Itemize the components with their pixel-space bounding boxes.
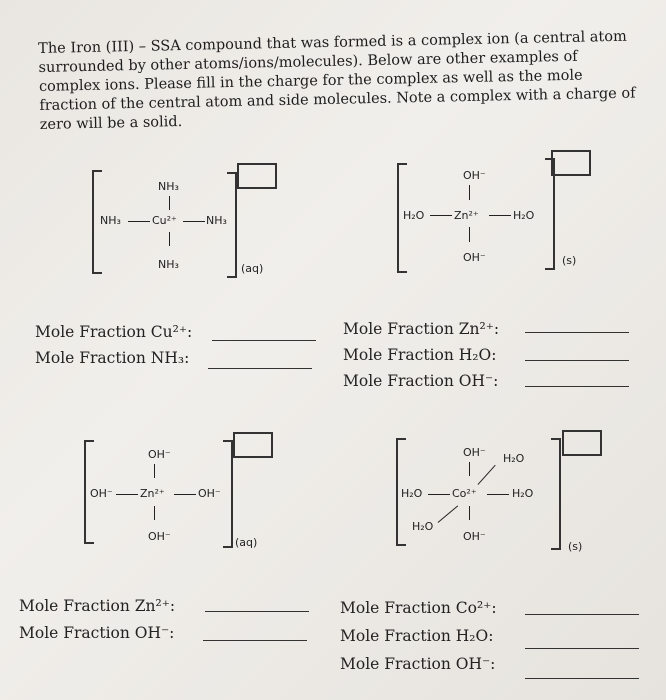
central-ion: Zn²⁺	[140, 487, 165, 500]
ligand-top: NH₃	[158, 180, 179, 193]
mole-fraction-label: Mole Fraction OH⁻:	[343, 372, 499, 390]
ligand-right: NH₃	[206, 214, 227, 227]
bond	[183, 221, 205, 222]
answer-line[interactable]	[525, 614, 639, 615]
bond	[154, 506, 155, 520]
bond	[489, 215, 511, 216]
bond	[487, 494, 509, 495]
central-ion: Zn²⁺	[454, 209, 479, 222]
answer-line[interactable]	[525, 648, 639, 649]
answer-line[interactable]	[525, 386, 629, 387]
bond	[469, 506, 470, 520]
answer-line[interactable]	[205, 611, 309, 612]
bond	[469, 227, 470, 242]
central-ion: Cu²⁺	[152, 214, 177, 227]
ligand-top-right: H₂O	[503, 452, 525, 465]
answer-line[interactable]	[208, 368, 312, 369]
state-label: (aq)	[235, 536, 258, 549]
charge-answer-box[interactable]	[551, 150, 591, 176]
charge-answer-box[interactable]	[562, 430, 602, 456]
ligand-top: OH⁻	[463, 446, 486, 459]
answer-line[interactable]	[212, 340, 316, 341]
ligand-bottom-left: H₂O	[412, 520, 434, 533]
ligand-right: OH⁻	[198, 487, 221, 500]
answer-line[interactable]	[525, 678, 639, 679]
bond	[169, 196, 170, 210]
bond	[128, 221, 150, 222]
ligand-top: OH⁻	[463, 169, 486, 182]
bond	[469, 185, 470, 200]
ligand-right: H₂O	[512, 487, 534, 500]
mole-fraction-label: Mole Fraction H₂O:	[340, 627, 494, 645]
state-label: (s)	[568, 540, 583, 553]
right-bracket	[551, 438, 561, 550]
mole-fraction-label: Mole Fraction H₂O:	[343, 346, 497, 364]
bond	[428, 494, 450, 495]
answer-line[interactable]	[525, 360, 629, 361]
right-bracket	[223, 440, 233, 548]
bond	[469, 462, 470, 476]
bond	[116, 494, 138, 495]
charge-answer-box[interactable]	[237, 163, 277, 189]
bond	[154, 464, 155, 478]
ligand-top: OH⁻	[148, 448, 171, 461]
bond	[478, 465, 496, 485]
mole-fraction-label: Mole Fraction Co²⁺:	[340, 599, 497, 617]
bond	[169, 232, 170, 246]
right-bracket	[227, 172, 237, 278]
mole-fraction-label: Mole Fraction OH⁻:	[19, 624, 175, 642]
ligand-bottom: OH⁻	[148, 530, 171, 543]
ligand-left: H₂O	[401, 487, 423, 500]
bond	[438, 505, 459, 523]
mole-fraction-label: Mole Fraction Zn²⁺:	[19, 597, 176, 615]
central-ion: Co²⁺	[452, 487, 477, 500]
ligand-bottom: OH⁻	[463, 251, 486, 264]
ligand-left: H₂O	[403, 209, 425, 222]
ligand-bottom: OH⁻	[463, 530, 486, 543]
instructions-paragraph: The Iron (III) – SSA compound that was formed is a complex ion (a central atom surrounded by other atoms/ions/molecules). Below are other examples of complex ions. Please fill in the charge for the complex as well as the mole fraction of the central atom and side molecules. Note a complex with a charge of zero will be a solid.	[38, 28, 636, 133]
mole-fraction-label: Mole Fraction Zn²⁺:	[343, 320, 500, 338]
state-label: (s)	[562, 254, 577, 267]
answer-line[interactable]	[203, 640, 307, 641]
state-label: (aq)	[241, 262, 264, 275]
ligand-left: NH₃	[100, 214, 121, 227]
bond	[430, 215, 452, 216]
mole-fraction-label: Mole Fraction NH₃:	[35, 349, 190, 367]
mole-fraction-label: Mole Fraction Cu²⁺:	[35, 323, 193, 341]
mole-fraction-label: Mole Fraction OH⁻:	[340, 655, 496, 673]
ligand-left: OH⁻	[90, 487, 113, 500]
ligand-right: H₂O	[513, 209, 535, 222]
answer-line[interactable]	[525, 332, 629, 333]
charge-answer-box[interactable]	[233, 432, 273, 458]
bond	[174, 494, 196, 495]
ligand-bottom: NH₃	[158, 258, 179, 271]
